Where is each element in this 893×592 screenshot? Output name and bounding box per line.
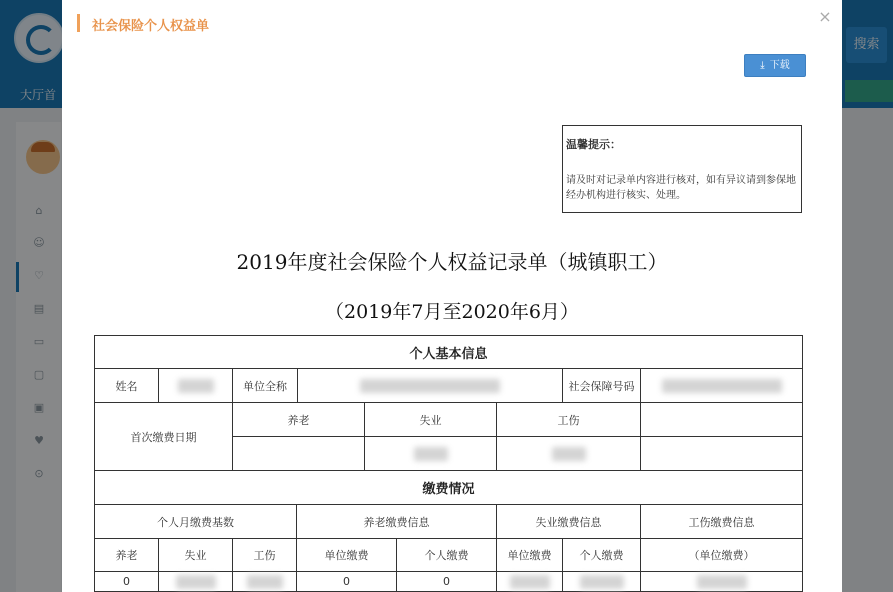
document-title: 2019年度社会保险个人权益记录单（城镇职工） (236, 250, 668, 274)
monthly-base-header: 个人月缴费基数 (94, 504, 297, 539)
user-icon[interactable]: ☺ (33, 236, 45, 249)
document-icon[interactable]: ▤ (33, 302, 45, 315)
unemployment-header: 失业 (364, 402, 497, 437)
base-injury-redacted (232, 571, 297, 592)
empty-header-cell (640, 402, 803, 437)
injury-pay-info-header: 工伤缴费信息 (640, 504, 803, 539)
base-pension-header: 养老 (94, 538, 159, 572)
modal-title-bar (62, 0, 842, 46)
download-button[interactable] (744, 54, 806, 77)
home-icon[interactable]: ⌂ (35, 204, 43, 217)
pension-pay-info-header: 养老缴费信息 (296, 504, 497, 539)
modal-title: 社会保险个人权益单 (92, 19, 210, 34)
unemployment-personal-pay-redacted (562, 571, 641, 592)
injury-unit-pay-header: （单位缴费） (640, 538, 803, 572)
rights-record-modal (62, 0, 842, 592)
unemployment-personal-pay-header: 个人缴费 (562, 538, 641, 572)
first-pay-date-label: 首次缴费日期 (94, 402, 233, 471)
base-unemployment-header: 失业 (158, 538, 233, 572)
notice-title: 温馨提示： (566, 138, 621, 151)
ssn-label: 社会保障号码 (562, 368, 641, 403)
unemployment-unit-pay-redacted (496, 571, 563, 592)
search-button[interactable]: 搜索 (846, 27, 887, 63)
title-accent-bar (77, 14, 80, 32)
document-subtitle: （2019年7月至2020年6月） (325, 301, 579, 323)
injury-unit-pay-redacted (640, 571, 803, 592)
empty-value-cell (640, 436, 803, 471)
notice-body: 请及时对记录单内容进行核对，如有异议请到参保地经办机构进行核实、处理。 (566, 175, 796, 201)
section-payment: 缴费情况 (94, 470, 803, 505)
name-value-redacted (158, 368, 233, 403)
unemployment-date-redacted (364, 436, 497, 471)
name-label: 姓名 (94, 368, 159, 403)
section-basic-info: 个人基本信息 (94, 335, 803, 369)
injury-header: 工伤 (496, 402, 641, 437)
company-label: 单位全称 (232, 368, 298, 403)
injury-date-redacted (496, 436, 641, 471)
pension-personal-pay-value: 0 (396, 571, 497, 592)
ssn-value-redacted (640, 368, 803, 403)
company-value-redacted (297, 368, 563, 403)
pension-unit-pay-header: 单位缴费 (296, 538, 397, 572)
bag-icon[interactable]: ▢ (33, 368, 45, 381)
heart-icon[interactable]: ♥ (34, 434, 44, 447)
nav-home-link[interactable]: 大厅首 (20, 88, 57, 102)
download-label: 下载 (769, 60, 790, 71)
base-injury-header: 工伤 (232, 538, 297, 572)
pension-unit-pay-value: 0 (296, 571, 397, 592)
truck-icon[interactable]: ▣ (33, 401, 45, 414)
unemployment-pay-info-header: 失业缴费信息 (496, 504, 641, 539)
pension-header: 养老 (232, 402, 365, 437)
unemployment-unit-pay-header: 单位缴费 (496, 538, 563, 572)
rights-table (94, 335, 803, 592)
pension-date-value (232, 436, 365, 471)
pension-personal-pay-header: 个人缴费 (396, 538, 497, 572)
download-icon: ⤓ (760, 60, 765, 71)
shield-icon[interactable]: ♡ (34, 269, 44, 282)
close-icon[interactable]: × (818, 7, 832, 26)
notice-box (562, 125, 802, 213)
base-unemployment-redacted (158, 571, 233, 592)
base-pension-value: 0 (94, 571, 159, 592)
card-icon[interactable]: ▭ (33, 335, 45, 348)
settings-icon[interactable]: ⊙ (34, 467, 44, 480)
